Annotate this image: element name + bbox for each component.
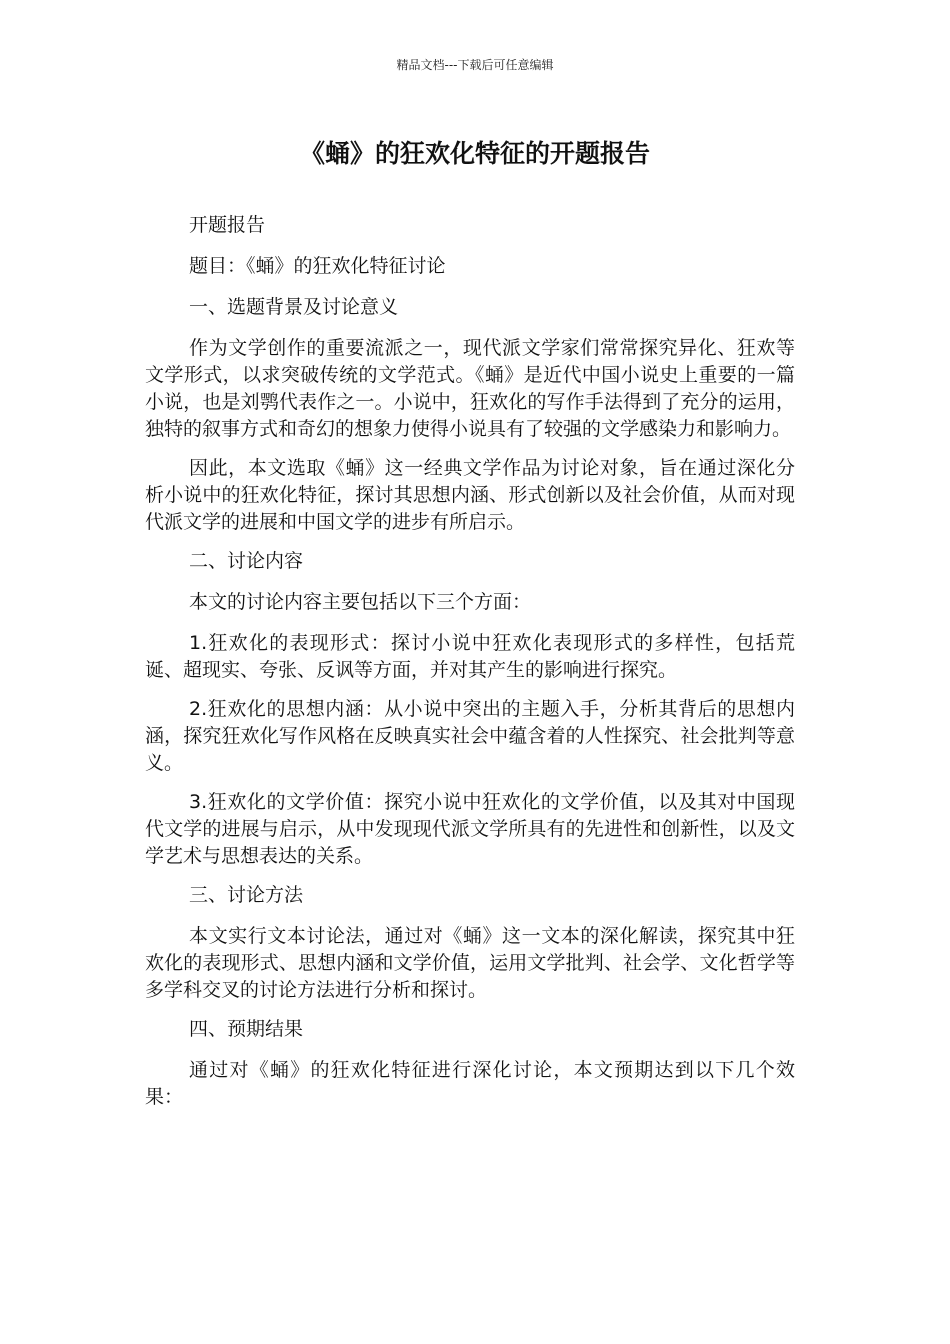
document-body bbox=[145, 212, 795, 1123]
paragraph-topic: 题目：《蛹》的狂欢化特征讨论 bbox=[189, 255, 446, 277]
paragraph-background: 作为文学创作的重要流派之一，现代派文学家们常常探究异化、狂欢等文学形式，以求突破传统的文学范式。《蛹》是近代中国小说史上重要的一篇小说，也是刘鹗代表作之一。小说中，狂欢化的写作手法得到了充分的运用，独特的叙事方式和奇幻的想象力使得小说具有了较强的文学感染力和影响力。 bbox=[145, 337, 795, 440]
section-heading-background: 一、选题背景及讨论意义 bbox=[189, 296, 399, 318]
list-item-thought: 2.狂欢化的思想内涵：从小说中突出的主题入手，分析其背后的思想内涵，探究狂欢化写作风格在反映真实社会中蕴含着的人性探究、社会批判等意义。 bbox=[145, 698, 795, 774]
paragraph-results: 通过对《蛹》的狂欢化特征进行深化讨论，本文预期达到以下几个效果： bbox=[145, 1059, 795, 1108]
section-heading-results: 四、预期结果 bbox=[189, 1018, 304, 1040]
paragraph-content-intro: 本文的讨论内容主要包括以下三个方面： bbox=[189, 591, 532, 613]
page-header-note: 精品文档---下载后可任意编辑 bbox=[396, 58, 554, 72]
section-heading-content: 二、讨论内容 bbox=[189, 550, 304, 572]
list-item-value: 3.狂欢化的文学价值：探究小说中狂欢化的文学价值，以及其对中国现代文学的进展与启示，从中发现现代派文学所具有的先进性和创新性，以及文学艺术与思想表达的关系。 bbox=[145, 791, 795, 867]
paragraph-method: 本文实行文本讨论法，通过对《蛹》这一文本的深化解读，探究其中狂欢化的表现形式、思想内涵和文学价值，运用文学批判、社会学、文化哲学等多学科交叉的讨论方法进行分析和探讨。 bbox=[145, 925, 795, 1001]
section-heading-method: 三、讨论方法 bbox=[189, 884, 304, 906]
document-title: 《蛹》的狂欢化特征的开题报告 bbox=[299, 139, 650, 168]
paragraph-purpose: 因此，本文选取《蛹》这一经典文学作品为讨论对象，旨在通过深化分析小说中的狂欢化特征，探讨其思想内涵、形式创新以及社会价值，从而对现代派文学的进展和中国文学的进步有所启示。 bbox=[145, 457, 795, 533]
paragraph-report-label: 开题报告 bbox=[189, 214, 266, 236]
list-item-form: 1.狂欢化的表现形式：探讨小说中狂欢化表现形式的多样性，包括荒诞、超现实、夸张、反讽等方面，并对其产生的影响进行探究。 bbox=[145, 632, 795, 681]
